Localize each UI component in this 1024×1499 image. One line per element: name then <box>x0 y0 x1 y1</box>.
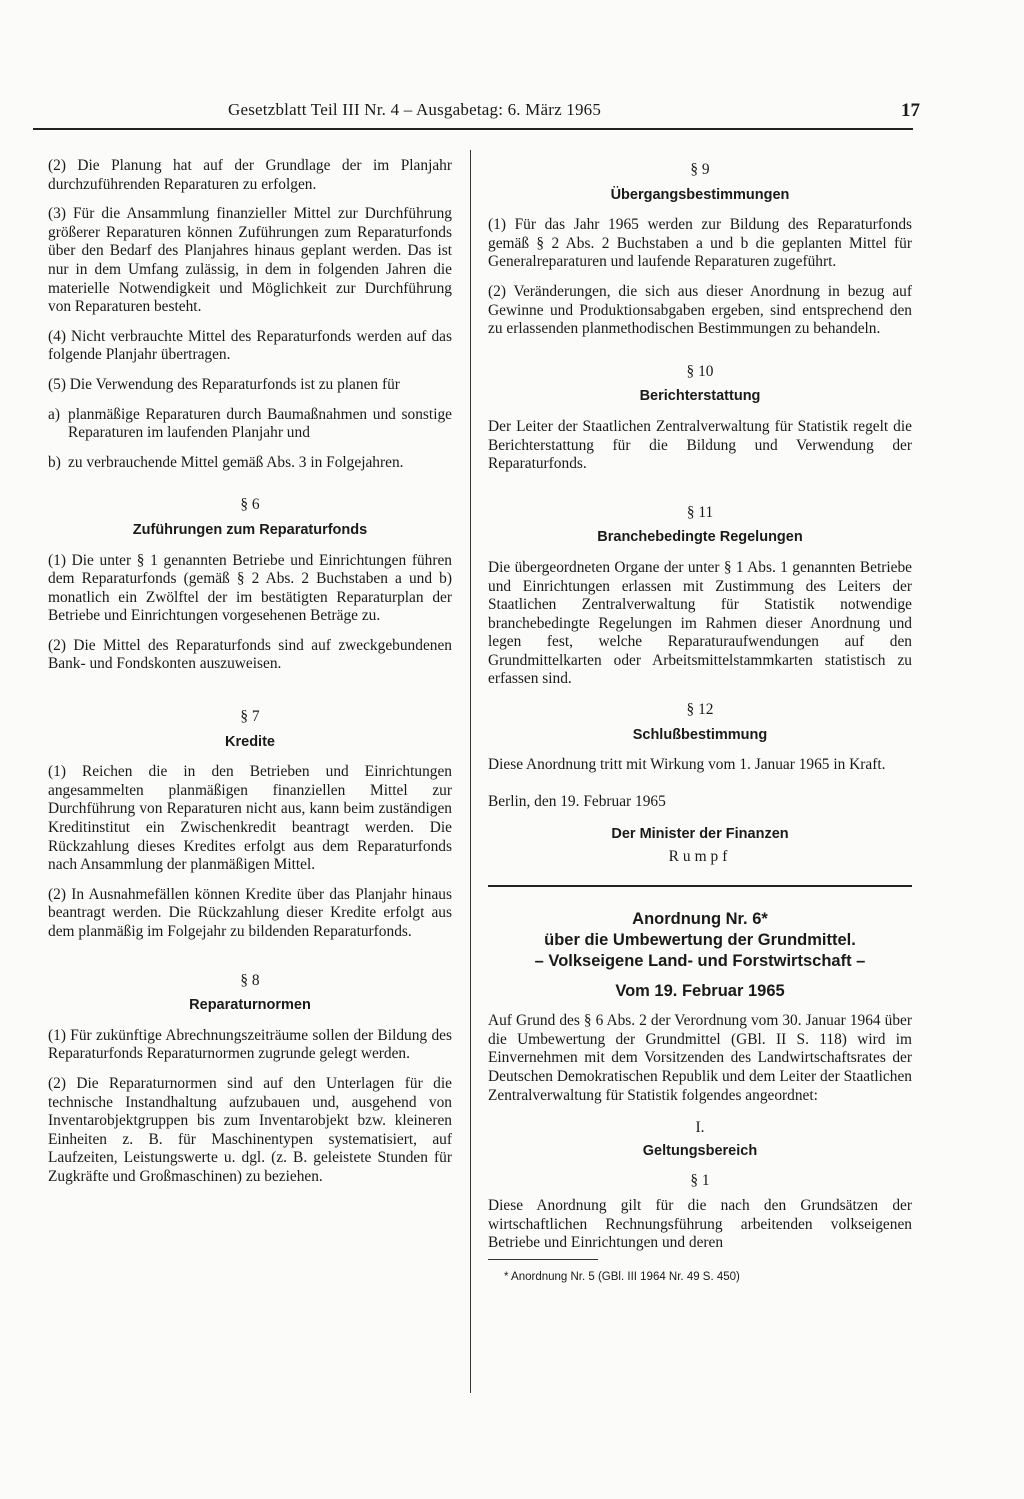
list-label: b) <box>48 453 61 471</box>
paragraph: (1) Für zukünftige Abrechnungszeiträume sollen der Bildung des Reparaturfonds Reparaturnormen zugrunde gelegt werden. <box>48 1026 452 1063</box>
list-label: a) <box>48 405 60 423</box>
page-number: 17 <box>901 100 920 121</box>
list-text: zu verbrauchende Mittel gemäß Abs. 3 in Folgejahren. <box>68 453 404 471</box>
paragraph: (1) Reichen die in den Betrieben und Einrichtungen angesammelten planmäßigen finanziellen Mittel zur Durchführung von Reparaturen nicht aus, kann beim zuständigen Kreditinstitut ein Zwischenkredit beantragt werden. Die Rückzahlung dieses Kredites erfolgt aus dem Reparaturfonds nach Ansammlung der planmäßigen Mittel. <box>48 763 452 874</box>
section-sign: § 10 <box>686 362 714 380</box>
section-heading: Kredite <box>225 733 275 750</box>
paragraph: Diese Anordnung gilt für die nach den Grundsätzen der wirtschaftlichen Rechnungsführung arbeitenden volkseigenen Betriebe und Einrichtungen und deren <box>488 1196 912 1252</box>
paragraph: Die übergeordneten Organe der unter § 1 Abs. 1 genannten Betriebe und Einrichtungen erlassen mit Zustimmung des Leiters der Staatlichen Zentralverwaltung für Statistik notwendige branchebedingte Regelungen im Rahmen dieser Anordnung und legen fest, welche Reparaturaufwendungen auf den Grundmittelkarten oder Arbeitsmittelstammkarten statistisch zu erfassen sind. <box>488 558 912 688</box>
section-heading: Übergangsbestimmungen <box>610 186 790 203</box>
right-column <box>488 157 912 1286</box>
paragraph: (3) Für die Ansammlung finanzieller Mittel zur Durchführung größerer Reparaturen können Zuführungen zum Reparaturfonds über den Bedarf des Planjahres hinaus geplant werden. Das ist nur in dem Umfang zulässig, in dem in folgenden Jahren die materielle Notwendigkeit und Möglichkeit zur Durchführung von Reparaturen besteht. <box>48 205 452 316</box>
header-title: Gesetzblatt Teil III Nr. 4 – Ausgabetag: 6. März 1965 <box>228 100 602 119</box>
part-number: I. <box>695 1119 705 1137</box>
section-sign: § 6 <box>240 496 260 514</box>
paragraph: (1) Für das Jahr 1965 werden zur Bildung des Reparaturfonds gemäß § 2 Abs. 2 Buchstaben a und b die geplanten Mittel für Generalreparaturen und laufende Reparaturen zugeführt. <box>488 216 912 271</box>
paragraph: (2) Die Mittel des Reparaturfonds sind auf zweckgebundenen Bank- und Fondskonten auszuweisen. <box>48 636 452 673</box>
section-sign: § 9 <box>690 161 710 178</box>
ordinance-title-line: – Volkseigene Land- und Forstwirtschaft – <box>534 951 866 970</box>
paragraph: (1) Die unter § 1 genannten Betriebe und Einrichtungen führen dem Reparaturfonds (gemäß § 2 Abs. 2 Buchstaben a und b) monatlich ein Zwölftel der im bestätigten Reparaturplan der Betriebe und Einrichtungen vorgesehenen Beträge zu. <box>48 551 452 625</box>
list-item <box>48 454 452 473</box>
footnote-rule <box>488 1259 598 1260</box>
section-sign: § 7 <box>240 708 260 726</box>
paragraph: Diese Anordnung tritt mit Wirkung vom 1. Januar 1965 in Kraft. <box>488 756 886 774</box>
section-sign: § 8 <box>240 971 260 989</box>
paragraph: Der Leiter der Staatlichen Zentralverwaltung für Statistik regelt die Berichterstattung für die Bildung und Verwendung der Reparaturfonds. <box>488 417 912 473</box>
paragraph: (2) Veränderungen, die sich aus dieser Anordnung in bezug auf Gewinne und Produktionsabgaben ergeben, sind entsprechend den zu erlassenden planmethodischen Bestimmungen zu behandeln. <box>488 282 912 338</box>
list-item <box>48 406 452 443</box>
section-sign: § 12 <box>686 701 714 719</box>
section-heading: Reparaturnormen <box>189 997 311 1014</box>
footnote: * Anordnung Nr. 5 (GBl. III 1964 Nr. 49 S. 450) <box>504 1270 740 1283</box>
section-heading: Schlußbestimmung <box>632 726 768 743</box>
list-text: planmäßige Reparaturen durch Baumaßnahmen und sonstige Reparaturen im laufenden Planjahr und <box>68 405 452 442</box>
paragraph: (2) Die Planung hat auf der Grundlage der im Planjahr durchzuführenden Reparaturen zu erfolgen. <box>48 157 452 193</box>
preamble: Auf Grund des § 6 Abs. 2 der Verordnung vom 30. Januar 1964 über die Umbewertung der Grundmittel (GBl. II S. 118) wird im Einvernehmen mit dem Vorsitzenden des Landwirtschaftsrates der Deutschen Demokratischen Republik und dem Leiter der Staatlichen Zentralverwaltung für Statistik folgendes angeordnet: <box>488 1012 912 1104</box>
section-heading: Branchebedingte Regelungen <box>597 529 803 546</box>
left-column <box>48 157 452 1198</box>
header-rule <box>33 128 913 130</box>
page-header <box>40 100 920 126</box>
ordinance-date: Vom 19. Februar 1965 <box>615 981 785 1000</box>
paragraph: (2) Die Reparaturnormen sind auf den Unterlagen für die technische Instandhaltung aufzubauen und, ausgehend von Inventarobjektgruppen bis zum Inventarobjekt bzw. kleineren Einheiten z. B. für Maschinentypen systematisiert, auf Laufzeiten, Leistungswerte u. dgl. (z. B. geleistete Stunden für Zugkräfte und Großmaschinen) zu beziehen. <box>48 1074 452 1185</box>
place-date: Berlin, den 19. Februar 1965 <box>488 792 666 810</box>
section-sign: § 1 <box>690 1172 710 1190</box>
signer-title: Der Minister der Finanzen <box>611 826 789 843</box>
section-heading: Berichterstattung <box>639 388 761 405</box>
ordinance-title-line: über die Umbewertung der Grundmittel. <box>544 930 856 949</box>
section-rule <box>488 885 912 887</box>
ordinance-title-line: Anordnung Nr. 6* <box>632 909 768 928</box>
ordinance-title <box>488 909 912 972</box>
signer-name: Rumpf <box>668 848 732 866</box>
part-heading: Geltungsbereich <box>642 1142 758 1159</box>
paragraph: (2) In Ausnahmefällen können Kredite über das Planjahr hinaus beantragt werden. Die Rückzahlung dieser Kredite erfolgt aus dem planmäßig im Folgejahr zu bildenden Reparaturfonds. <box>48 885 452 940</box>
section-sign: § 11 <box>686 503 714 521</box>
column-divider <box>470 150 471 1393</box>
paragraph: (5) Die Verwendung des Reparaturfonds ist zu planen für <box>48 375 400 393</box>
section-heading: Zuführungen zum Reparaturfonds <box>132 521 368 538</box>
paragraph: (4) Nicht verbrauchte Mittel des Reparaturfonds werden auf das folgende Planjahr übertragen. <box>48 327 452 364</box>
